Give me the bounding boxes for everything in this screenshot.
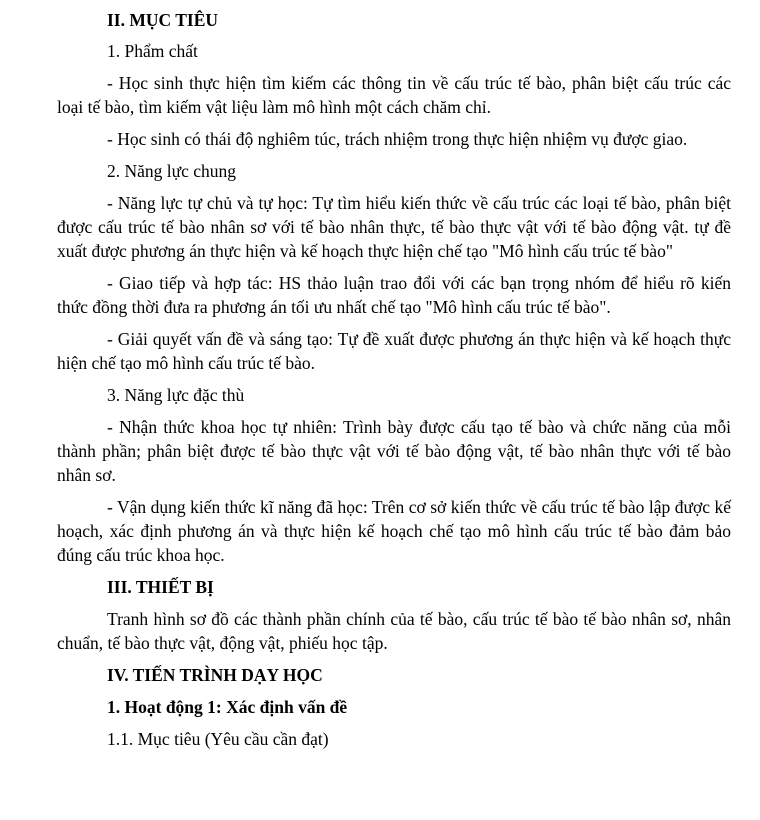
nang-luc-dac-thu-item-1: - Nhận thức khoa học tự nhiên: Trình bày được cấu tạo tế bào và chức năng của mỗi thành phần; phân biệt được tế bào thực vật với tế bào động vật, tế bào nhân thực với tế bào nhân sơ. bbox=[57, 417, 731, 485]
document-page bbox=[57, 8, 731, 751]
thiet-bi-text: Tranh hình sơ đồ các thành phần chính của tế bào, cấu trúc tế bào tế bào nhân sơ, nhân chuẩn, tế bào thực vật, động vật, phiếu học tập. bbox=[57, 609, 731, 653]
nang-luc-chung-item-1: - Năng lực tự chủ và tự học: Tự tìm hiểu kiến thức về cấu trúc các loại tế bào, phân biệt được cấu trúc tế bào nhân sơ với tế bào nhân thực, tế bào thực vật với tế bào động vật. tự đề xuất được phương án thực hiện và kế hoạch thực hiện chế tạo "Mô hình cấu trúc tế bào" bbox=[57, 193, 731, 261]
subheading-pham-chat: 1. Phẩm chất bbox=[107, 41, 198, 61]
hoat-dong-1-title: 1. Hoạt động 1: Xác định vấn đề bbox=[107, 697, 348, 717]
section-heading-thiet-bi: III. THIẾT BỊ bbox=[107, 577, 214, 597]
nang-luc-chung-item-3: - Giải quyết vấn đề và sáng tạo: Tự đề xuất được phương án thực hiện và kế hoạch thực hiện chế tạo mô hình cấu trúc tế bào. bbox=[57, 329, 731, 373]
subheading-nang-luc-chung: 2. Năng lực chung bbox=[107, 161, 237, 181]
nang-luc-chung-item-2: - Giao tiếp và hợp tác: HS thảo luận trao đổi với các bạn trọng nhóm để hiểu rõ kiến thức đồng thời đưa ra phương án tối ưu nhất chế tạo "Mô hình cấu trúc tế bào". bbox=[57, 273, 731, 317]
muc-tieu-1-1-title: 1.1. Mục tiêu (Yêu cầu cần đạt) bbox=[107, 729, 329, 749]
section-heading-tien-trinh: IV. TIẾN TRÌNH DẠY HỌC bbox=[107, 665, 323, 685]
pham-chat-item-2: - Học sinh có thái độ nghiêm túc, trách nhiệm trong thực hiện nhiệm vụ được giao. bbox=[107, 129, 688, 149]
pham-chat-item-1: - Học sinh thực hiện tìm kiếm các thông tin về cấu trúc tế bào, phân biệt cấu trúc các loại tế bào, tìm kiếm vật liệu làm mô hình một cách chăm chỉ. bbox=[57, 73, 731, 117]
section-heading-muc-tieu: II. MỤC TIÊU bbox=[107, 10, 219, 30]
nang-luc-dac-thu-item-2: - Vận dụng kiến thức kĩ năng đã học: Trên cơ sở kiến thức về cấu trúc tế bào lập được kế hoạch, xác định phương án và thực hiện kế hoạch chế tạo mô hình cấu trúc tế bào đảm bảo đúng cấu trúc khoa học. bbox=[57, 497, 731, 565]
subheading-nang-luc-dac-thu: 3. Năng lực đặc thù bbox=[107, 385, 245, 405]
